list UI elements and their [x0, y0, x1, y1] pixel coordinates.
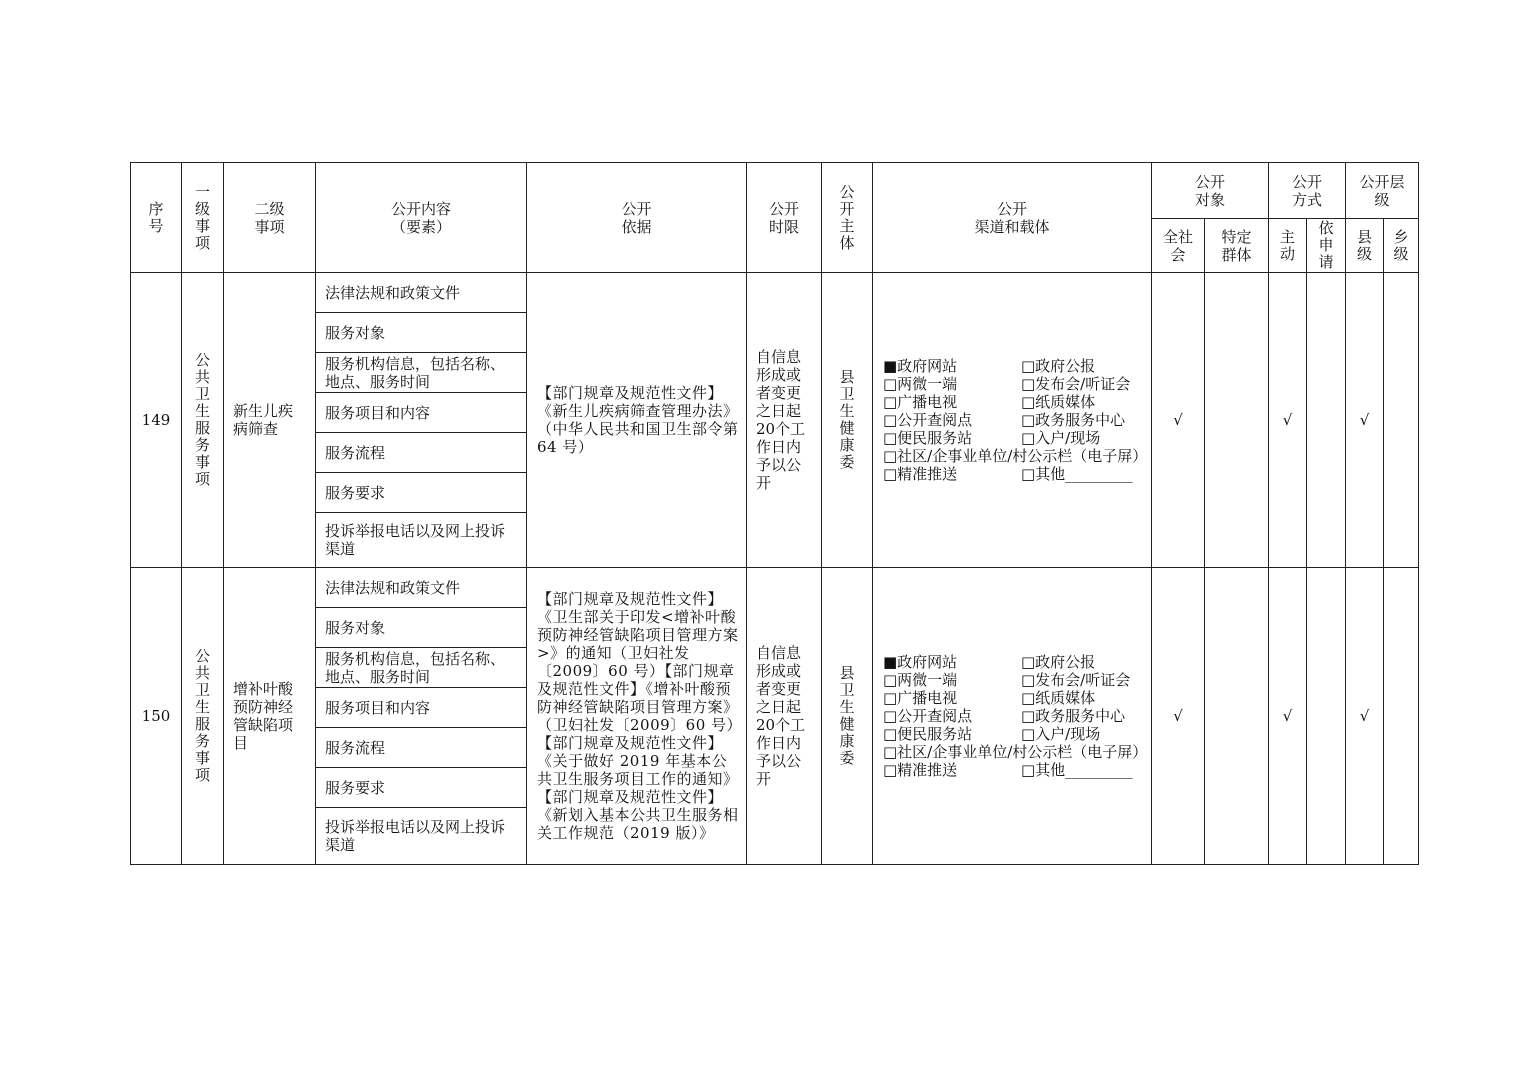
object-group-check — [1205, 568, 1269, 865]
channel-option: □两微一端 — [883, 671, 958, 689]
mode-apply-check — [1307, 568, 1346, 865]
channel-option: □精准推送 — [883, 761, 958, 779]
mode-active-check: √ — [1269, 273, 1307, 568]
header-object-group: 特定 群体 — [1205, 219, 1269, 273]
channel-option: □发布会/听证会 — [1021, 671, 1131, 689]
content-item: 投诉举报电话以及网上投诉渠道 — [316, 513, 527, 568]
table-row — [131, 568, 1419, 608]
channel-option: □发布会/听证会 — [1021, 375, 1131, 393]
row-basis: 【部门规章及规范性文件】《新生儿疾病筛查管理办法》（中华人民共和国卫生部令第 64 号） — [527, 273, 747, 568]
channel-option: □政务服务中心 — [1021, 707, 1126, 725]
content-item: 法律法规和政策文件 — [316, 273, 527, 313]
header-object-all: 全社 会 — [1152, 219, 1205, 273]
channel-option: ■政府网站 — [883, 357, 958, 375]
disclosure-table — [130, 162, 1419, 865]
channel-option: □政府公报 — [1021, 357, 1096, 375]
level-town-check — [1384, 273, 1419, 568]
content-item: 投诉举报电话以及网上投诉渠道 — [316, 808, 527, 865]
header-seq: 序号 — [131, 163, 182, 273]
channel-option: □公开查阅点 — [883, 707, 973, 725]
row-channels — [873, 273, 1152, 568]
content-item: 服务项目和内容 — [316, 688, 527, 728]
header-level1: 一级事项 — [182, 163, 224, 273]
content-item: 法律法规和政策文件 — [316, 568, 527, 608]
channel-option: □其他_________ — [1021, 761, 1133, 779]
channel-option: □精准推送 — [883, 465, 958, 483]
channel-option: □社区/企事业单位/村公示栏（电子屏） — [883, 447, 1148, 465]
content-item: 服务要求 — [316, 768, 527, 808]
row-time: 自信息形成或者变更之日起20个工作日内予以公开 — [747, 273, 822, 568]
mode-apply-check — [1307, 273, 1346, 568]
table-row — [131, 273, 1419, 313]
channel-option: □入户/现场 — [1021, 429, 1101, 447]
object-all-check: √ — [1152, 273, 1205, 568]
object-group-check — [1205, 273, 1269, 568]
content-item: 服务机构信息，包括名称、地点、服务时间 — [316, 648, 527, 688]
channel-option: □便民服务站 — [883, 725, 973, 743]
header-subject: 公开主体 — [822, 163, 873, 273]
header-mode-active: 主动 — [1269, 219, 1307, 273]
channel-option: □广播电视 — [883, 393, 958, 411]
mode-active-check: √ — [1269, 568, 1307, 865]
header-level-county: 县级 — [1346, 219, 1384, 273]
row-level1: 公共卫生服务事项 — [182, 273, 224, 568]
content-item: 服务流程 — [316, 728, 527, 768]
channel-option: □广播电视 — [883, 689, 958, 707]
header-channel: 公开 渠道和载体 — [873, 163, 1152, 273]
content-item: 服务项目和内容 — [316, 393, 527, 433]
row-level2: 新生儿疾病筛查 — [224, 273, 316, 568]
row-seq: 149 — [131, 273, 182, 568]
content-item: 服务要求 — [316, 473, 527, 513]
channel-option: □其他_________ — [1021, 465, 1133, 483]
channel-option: □社区/企事业单位/村公示栏（电子屏） — [883, 743, 1148, 761]
header-level-town: 乡级 — [1384, 219, 1419, 273]
row-subject: 县卫生健康委 — [822, 273, 873, 568]
level-county-check: √ — [1346, 273, 1384, 568]
channel-option: □入户/现场 — [1021, 725, 1101, 743]
channel-option: □便民服务站 — [883, 429, 973, 447]
header-level: 公开层 级 — [1346, 163, 1419, 219]
row-time: 自信息形成或者变更之日起20个工作日内予以公开 — [747, 568, 822, 865]
row-channels — [873, 568, 1152, 865]
level-town-check — [1384, 568, 1419, 865]
header-time: 公开 时限 — [747, 163, 822, 273]
row-subject: 县卫生健康委 — [822, 568, 873, 865]
channel-option: □政府公报 — [1021, 653, 1096, 671]
content-item: 服务对象 — [316, 608, 527, 648]
content-item: 服务对象 — [316, 313, 527, 353]
content-item: 服务机构信息，包括名称、地点、服务时间 — [316, 353, 527, 393]
header-mode-apply: 依申请 — [1307, 219, 1346, 273]
channel-option: □政务服务中心 — [1021, 411, 1126, 429]
header-level2: 二级事项 — [224, 163, 316, 273]
header-mode: 公开 方式 — [1269, 163, 1346, 219]
row-basis: 【部门规章及规范性文件】《卫生部关于印发<增补叶酸预防神经管缺陷项目管理方案>》的通知（卫妇社发〔2009〕60 号）【部门规章及规范性文件】《增补叶酸预防神经管缺陷项目管理方案》（卫妇社发〔2009〕60 号）【部门规章及规范性文件】《关于做好 2019 年基本公共卫生服务项目工作的通知》【部门规章及规范性文件】《新划入基本公共卫生服务相关工作规范（2019 版）》 — [527, 568, 747, 865]
row-seq: 150 — [131, 568, 182, 865]
header-object: 公开 对象 — [1152, 163, 1269, 219]
channel-option: □纸质媒体 — [1021, 393, 1096, 411]
row-level2: 增补叶酸预防神经管缺陷项目 — [224, 568, 316, 865]
header-basis: 公开 依据 — [527, 163, 747, 273]
row-level1: 公共卫生服务事项 — [182, 568, 224, 865]
channel-option: □纸质媒体 — [1021, 689, 1096, 707]
channel-option: □公开查阅点 — [883, 411, 973, 429]
channel-option: □两微一端 — [883, 375, 958, 393]
content-item: 服务流程 — [316, 433, 527, 473]
header-content: 公开内容 （要素） — [316, 163, 527, 273]
object-all-check: √ — [1152, 568, 1205, 865]
level-county-check: √ — [1346, 568, 1384, 865]
channel-option: ■政府网站 — [883, 653, 958, 671]
